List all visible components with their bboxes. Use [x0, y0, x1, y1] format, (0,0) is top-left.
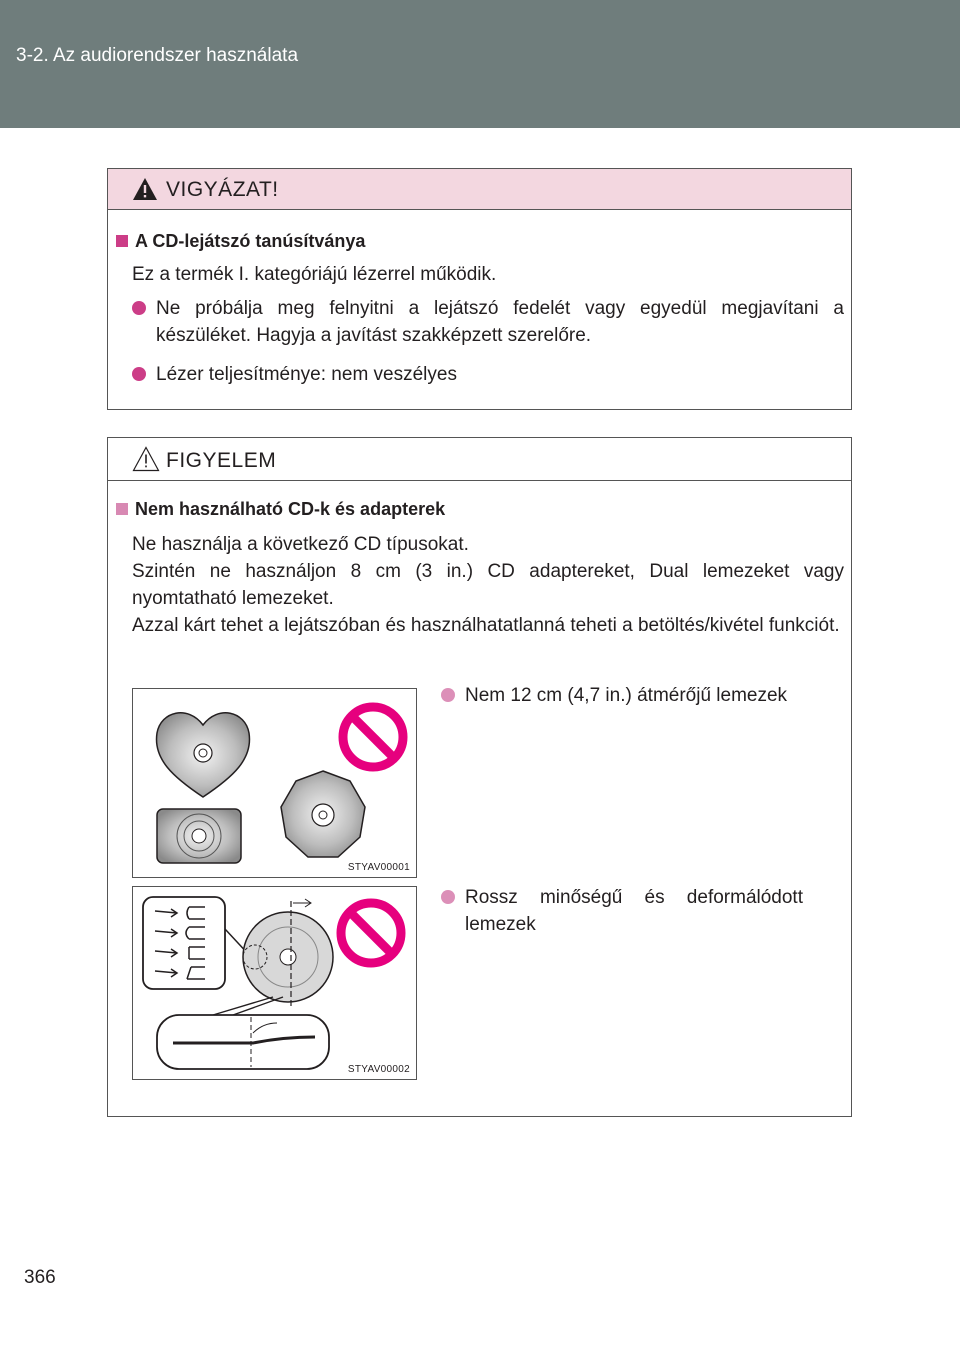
warning-bullet: Ne próbálja meg felnyitni a lejátszó fedelét vagy egyedül megjavítani a készüléket. Hagyja a javítást szakképzett szerelőre. — [132, 295, 844, 349]
notice-section-title: Nem használható CD-k és adapterek — [116, 499, 445, 520]
bullet-dot-icon — [441, 890, 455, 904]
notice-bullet: Rossz minőségű és deformálódott lemezek — [441, 884, 831, 938]
bullet-dot-icon — [132, 301, 146, 315]
page-header — [0, 0, 960, 128]
page-number: 366 — [24, 1267, 56, 1288]
warning-bullet: Lézer teljesítménye: nem veszélyes — [132, 361, 844, 388]
notice-box — [107, 437, 852, 1117]
bullet-dot-icon — [441, 688, 455, 702]
chapter-title: 3-2. Az audiorendszer használata — [16, 45, 299, 66]
notice-paragraph: Ne használja a következő CD típusokat. Szintén ne használjon 8 cm (3 in.) CD adaptereket, Dual lemezeket vagy nyomtatható lemezeket. Azzal kárt tehet a lejátszóban és használhatatlanná teheti a betöltés/kivétel funkciót. — [132, 534, 844, 636]
figure-damaged-discs — [132, 886, 417, 1080]
warning-triangle-icon — [132, 177, 158, 201]
notice-header — [108, 438, 851, 481]
figure-nonstandard-discs — [132, 688, 417, 878]
warning-header — [108, 169, 851, 210]
figure-code: STYAV00001 — [347, 862, 410, 873]
warning-intro: Ez a termék I. kategóriájú lézerrel működik. — [132, 264, 497, 285]
section-square-icon — [116, 235, 128, 247]
figure-code: STYAV00002 — [347, 1064, 410, 1075]
prohibition-icon — [343, 707, 403, 767]
notice-label: FIGYELEM — [166, 449, 277, 472]
section-square-icon — [116, 503, 128, 515]
warning-section-title: A CD-lejátszó tanúsítványa — [116, 231, 365, 252]
odd-shaped-discs-illustration — [133, 689, 416, 877]
notice-triangle-icon — [132, 446, 160, 472]
prohibition-icon — [341, 903, 401, 963]
warning-label: VIGYÁZAT! — [166, 178, 279, 201]
warning-box — [107, 168, 852, 410]
notice-bullet: Nem 12 cm (4,7 in.) átmérőjű lemezek — [441, 682, 831, 709]
bullet-dot-icon — [132, 367, 146, 381]
deformed-discs-illustration — [133, 887, 416, 1079]
